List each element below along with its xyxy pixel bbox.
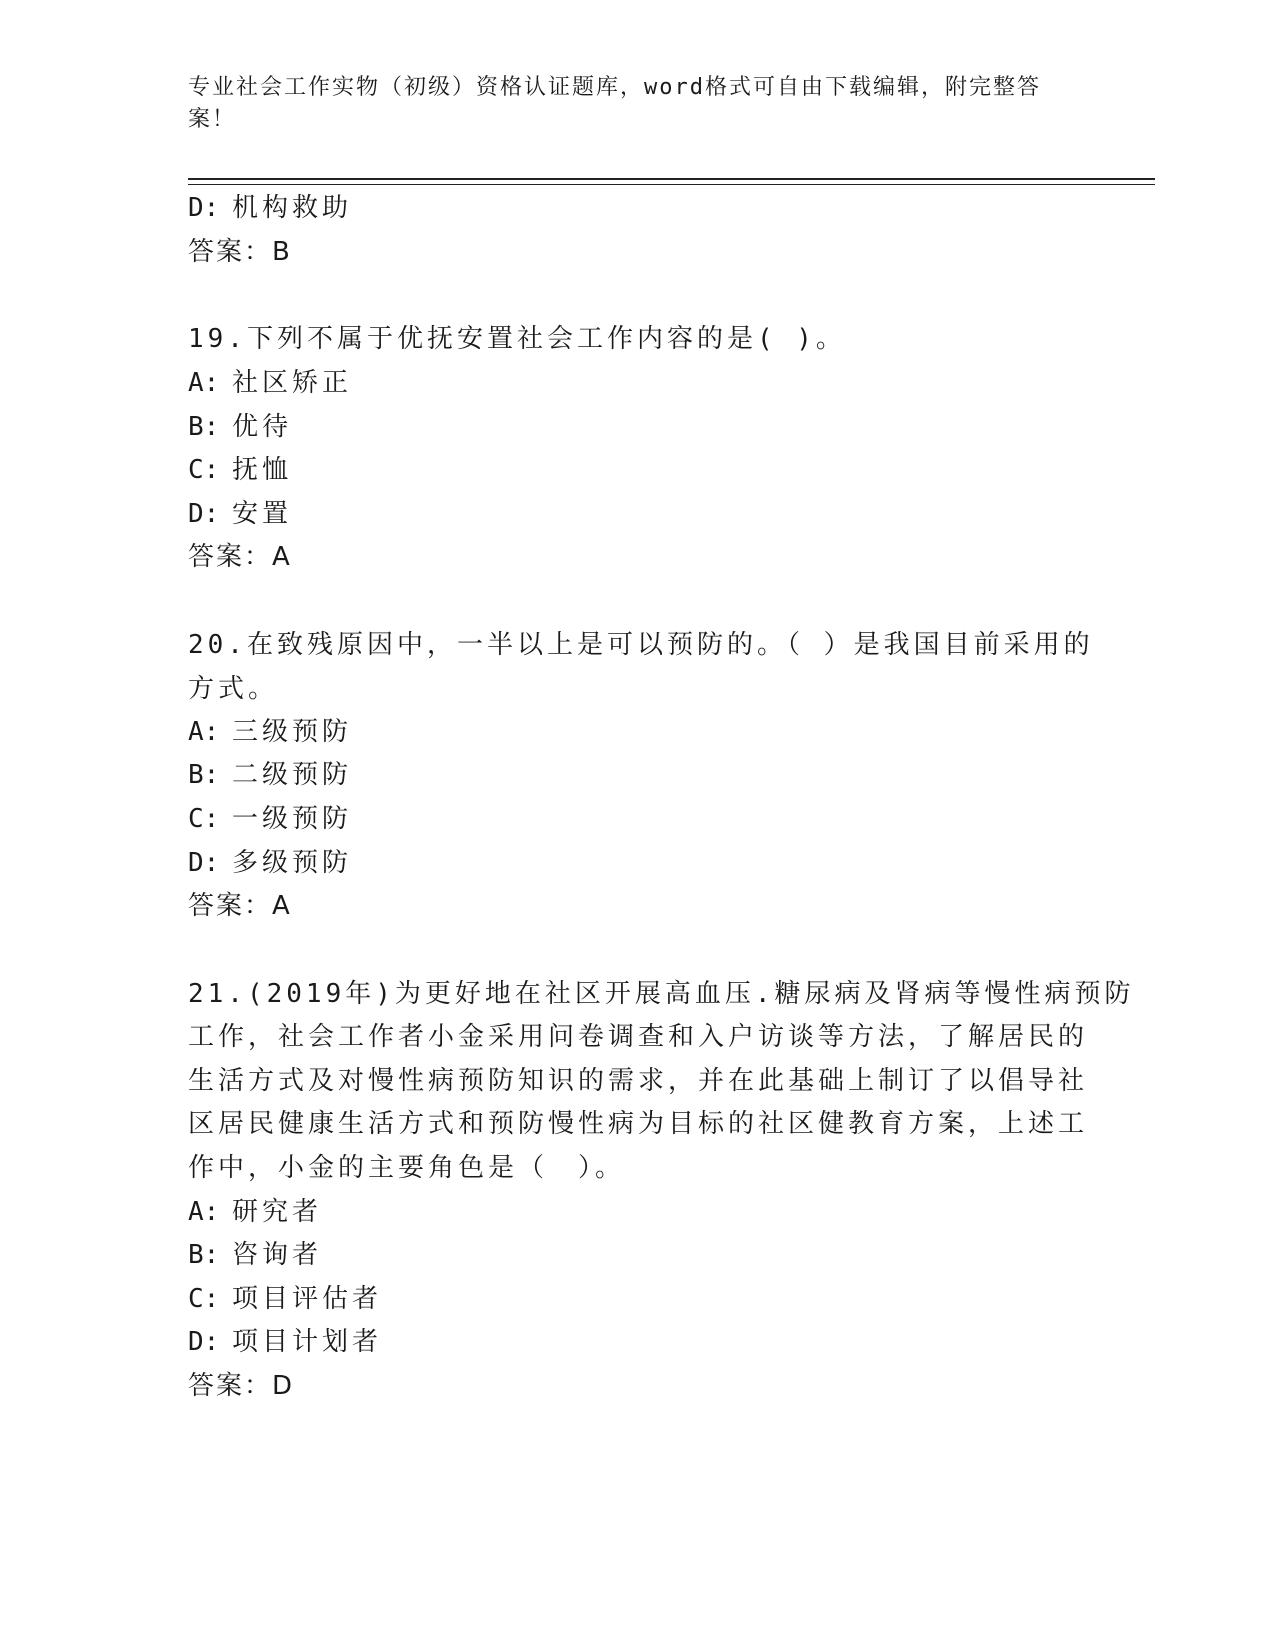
q21-option-c: [188, 1276, 382, 1322]
option-text: 机构救助: [232, 193, 353, 223]
q21-stem-line-3: 生活方式及对慢性病预防知识的需求，并在此基础上制订了以倡导社: [188, 1066, 1089, 1096]
option-text: 社区矫正: [232, 368, 353, 398]
option-text: 安置: [232, 499, 293, 529]
option-key: C:: [188, 455, 220, 485]
q20-stem-line-2: 方式。: [188, 674, 279, 704]
option-text: 优待: [232, 412, 293, 442]
q20-option-c: [188, 796, 352, 842]
q21-option-a: [188, 1189, 322, 1235]
q20-option-d: [188, 840, 352, 886]
option-key: D:: [188, 193, 220, 223]
option-key: C:: [188, 804, 220, 834]
option-key: B:: [188, 760, 220, 790]
q19-option-d: [188, 491, 292, 537]
header-rule-thick: [188, 178, 1155, 180]
q19-option-a: [188, 360, 352, 406]
q20-option-b: [188, 752, 352, 798]
option-text: 项目计划者: [232, 1327, 383, 1357]
option-key: D:: [188, 848, 220, 878]
option-text: 项目评估者: [232, 1284, 383, 1314]
q21-stem-line-5: 作中，小金的主要角色是（ ）。: [188, 1153, 626, 1183]
option-text: 多级预防: [232, 848, 353, 878]
q19-option-b: [188, 404, 292, 450]
q21-stem-line-1: 21.(2019年)为更好地在社区开展高血压.糖尿病及肾病等慢性病预防: [188, 979, 1135, 1009]
q21-answer: 答案：D: [188, 1371, 295, 1401]
q21-stem-line-4: 区居民健康生活方式和预防慢性病为目标的社区健教育方案，上述工: [188, 1109, 1089, 1139]
q21-option-d: [188, 1319, 382, 1365]
option-key: A:: [188, 717, 220, 747]
option-key: C:: [188, 1284, 220, 1314]
q19-stem: 19.下列不属于优抚安置社会工作内容的是( )。: [188, 324, 846, 354]
q19-answer: 答案：A: [188, 542, 292, 572]
q20-stem-line-1: 20.在致残原因中，一半以上是可以预防的。（ ）是我国目前采用的: [188, 630, 1094, 660]
q20-option-a: [188, 709, 352, 755]
document-header: 专业社会工作实物（初级）资格认证题库，word格式可自由下载编辑，附完整答案！: [188, 75, 1041, 132]
option-key: B:: [188, 1240, 220, 1270]
option-key: D:: [188, 499, 220, 529]
option-key: D:: [188, 1327, 220, 1357]
option-key: B:: [188, 412, 220, 442]
prev-answer: 答案：B: [188, 237, 292, 267]
q20-answer: 答案：A: [188, 891, 292, 921]
option-text: 三级预防: [232, 717, 353, 747]
q21-stem-line-2: 工作，社会工作者小金采用问卷调查和入户访谈等方法，了解居民的: [188, 1022, 1089, 1052]
option-key: A:: [188, 1197, 220, 1227]
option-text: 一级预防: [232, 804, 353, 834]
q19-option-c: [188, 447, 292, 493]
option-text: 咨询者: [232, 1240, 323, 1270]
option-text: 抚恤: [232, 455, 293, 485]
q21-option-b: [188, 1232, 322, 1278]
option-text: 研究者: [232, 1197, 323, 1227]
option-text: 二级预防: [232, 760, 353, 790]
option-key: A:: [188, 368, 220, 398]
prev-option-d: [188, 185, 352, 231]
